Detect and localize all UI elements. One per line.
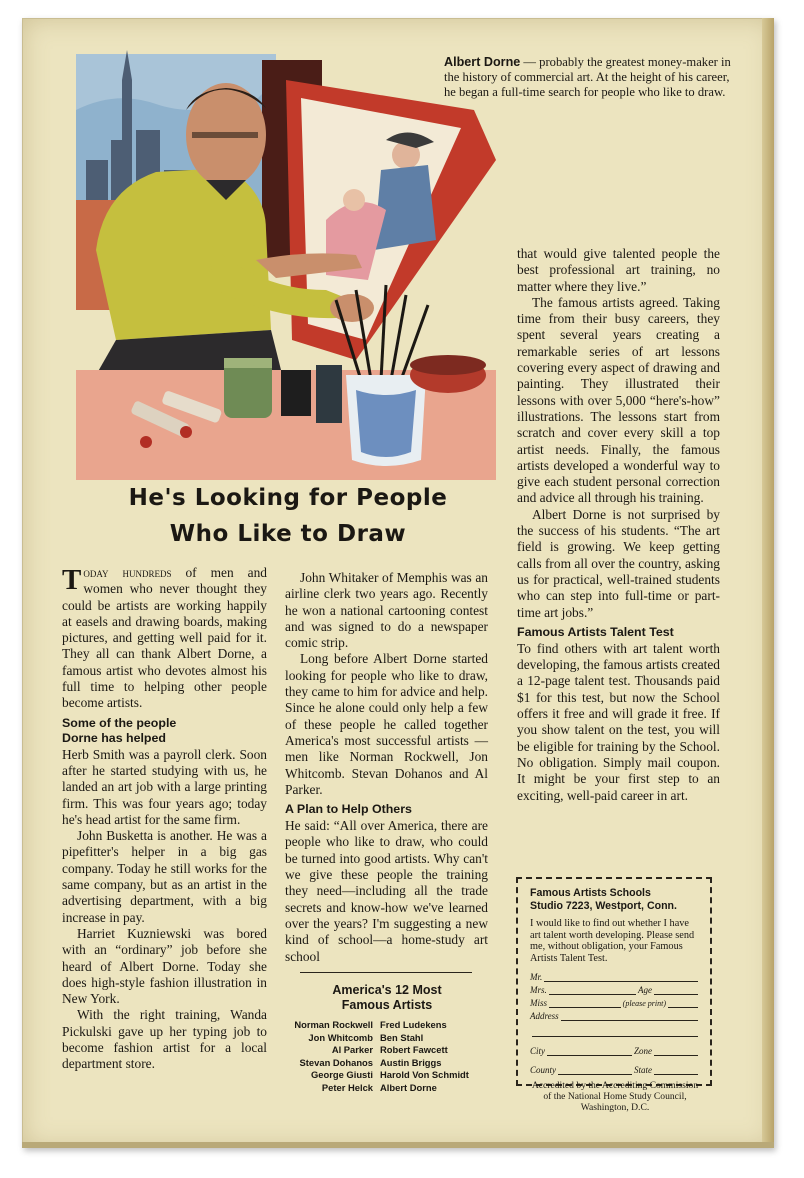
city-zone-field[interactable]: [530, 1043, 700, 1056]
address-field[interactable]: [530, 1008, 700, 1021]
mrs-label: Mrs.: [530, 985, 547, 996]
miss-field[interactable]: [530, 995, 700, 1008]
please-print-note: (please print): [622, 999, 666, 1009]
mail-in-coupon[interactable]: [516, 877, 712, 1113]
miss-line-end[interactable]: [668, 998, 698, 1008]
artist-name: Albert Dorne: [380, 1081, 437, 1093]
mr-line[interactable]: [544, 972, 698, 982]
paragraph-continued: that would give talented people the best professional art training, no matter where they live.”: [517, 246, 720, 294]
paragraph-john-whitaker: John Whitaker of Memphis was an airline clerk two years ago. Recently he won a national cartooning contest and was signed to do a newspaper comic strip.: [285, 570, 488, 651]
headline-line-1: He's Looking for People: [128, 485, 448, 511]
headline: [78, 480, 498, 552]
miss-label: Miss: [530, 998, 548, 1009]
artist-name: Jon Whitcomb: [308, 1031, 373, 1043]
drop-cap: T: [62, 564, 82, 596]
age-label: Age: [638, 985, 652, 996]
headline-line-2: Who Like to Draw: [169, 521, 407, 547]
city-line[interactable]: [547, 1046, 632, 1056]
subhead-people-helped: [62, 716, 267, 746]
artist-name: Al Parker: [331, 1044, 373, 1056]
coupon-studio-address: Studio 7223, Westport, Conn.: [530, 900, 677, 912]
artist-at-easel-image: [56, 40, 502, 480]
artists-title-line-2: Famous Artists: [341, 998, 433, 1012]
caption-name: Albert Dorne: [444, 55, 521, 69]
address-line-2[interactable]: [532, 1027, 698, 1037]
city-label: City: [530, 1046, 545, 1057]
mrs-line[interactable]: [549, 985, 636, 995]
accreditation-note: Accredited by the Accrediting Commission of the National Home Study Council, Washington, D.C.: [531, 1080, 699, 1113]
artist-name: Peter Helck: [321, 1081, 373, 1093]
mr-label: Mr.: [530, 972, 543, 983]
coupon-request-text: I would like to find out whether I have art talent worth developing. Please send me, without obligation, your Famous Artists Talent Test.: [530, 918, 695, 964]
paragraph-harriet-kuzniewski: Harriet Kuzniewski was bored with an “ordinary” job before she heard of Albert Dorne. Today she does high-style fashion illustration in New York.: [62, 925, 267, 1007]
county-state-field[interactable]: [530, 1062, 700, 1075]
artist-name: Ben Stahl: [380, 1031, 424, 1043]
paragraph-long-before: Long before Albert Dorne started looking for people who like to draw, they came to him for advice and help. Since he alone could only help a few of these people he called together America's most successful artists —men like Norman Rockwell, Jon Whitcomb. Stevan Dohanos and Al Parker.: [285, 651, 488, 797]
famous-artists-list: [282, 983, 492, 1095]
coupon-school-name: Famous Artists Schools: [530, 887, 651, 899]
mrs-age-field[interactable]: [530, 982, 700, 995]
divider-rule: [300, 972, 472, 973]
albert-dorne-illustration: [56, 40, 502, 480]
artist-name: Stevan Dohanos: [299, 1056, 373, 1068]
county-line[interactable]: [558, 1065, 632, 1075]
article-column-1: [62, 565, 267, 1073]
subhead-talent-test: Famous Artists Talent Test: [517, 624, 674, 639]
age-line[interactable]: [654, 985, 698, 995]
illustration-caption: [444, 55, 734, 100]
county-label: County: [530, 1065, 556, 1076]
artist-name: Harold Von Schmidt: [380, 1069, 469, 1081]
state-line[interactable]: [654, 1065, 698, 1075]
coupon-form: [530, 969, 700, 1075]
paragraph-herb-smith: Herb Smith was a payroll clerk. Soon after he started studying with us, he landed an art job with a large printing firm. This was four years ago; today he's head artist for the same firm.: [62, 746, 267, 827]
artists-grid: [282, 1019, 492, 1095]
intro-small-caps: oday hundreds: [83, 565, 172, 580]
subhead-line-1: Some of the people: [62, 715, 177, 730]
intro-text: of men and women who never thought they could be artists are working happily at easels and drawing boards, making pictures, and getting well paid for it. They all can thank Albert Dorne, a famous artist who devotes almost his full time to helping other people become artists.: [62, 565, 267, 711]
artists-title-line-1: America's 12 Most: [332, 983, 442, 997]
subhead-line-2: Dorne has helped: [62, 730, 166, 745]
address-field-2[interactable]: [530, 1024, 700, 1037]
article-column-2: [285, 570, 488, 965]
paragraph-talent-test: To find others with art talent worth developing, the famous artists created a 12-page talent test. Thousands paid $1 for this test, but now the School offers it free and will grade it free. If you show talent on the test, you will be eligible for training by the School. No obligation. Simply mail coupon. It might be your first step to an exciting, well-paid career in art.: [517, 640, 720, 803]
zone-line[interactable]: [654, 1046, 698, 1056]
artist-name: Norman Rockwell: [294, 1019, 373, 1030]
subhead-plan: A Plan to Help Others: [285, 802, 412, 817]
coupon-header: [530, 887, 700, 913]
address-label: Address: [530, 1011, 559, 1022]
article-column-3: [517, 246, 720, 804]
page-bottom-edge: [22, 1142, 774, 1148]
artist-name: Austin Briggs: [380, 1056, 442, 1068]
spine-edge: [762, 18, 774, 1148]
caption-text: — probably the greatest money-maker in the history of commercial art. At the height of his career, he began a full-time search for people who like to draw.: [444, 55, 731, 99]
artist-name: George Giusti: [311, 1069, 373, 1081]
paragraph-not-surprised: Albert Dorne is not surprised by the success of his students. “The art field is growing. We keep getting calls from all over the country, asking us for practical, well-trained students who can step into full-time or part-time art jobs.”: [517, 506, 720, 620]
paragraph-wanda-pickulski: With the right training, Wanda Pickulski gave up her typing job to become fashion artist for a local department store.: [62, 1007, 267, 1072]
zone-label: Zone: [634, 1046, 652, 1057]
miss-line[interactable]: [549, 998, 621, 1008]
intro-paragraph: [62, 565, 267, 712]
state-label: State: [634, 1065, 652, 1076]
address-line[interactable]: [561, 1011, 698, 1021]
paragraph-he-said: He said: “All over America, there are people who like to draw, who could be turned into good artists. Why can't we give these people the training they need—including all the trade secrets and know-how we've learned over the years? I'm suggesting a new kind of school—a home-study art school: [285, 818, 488, 964]
artists-title: [282, 983, 492, 1013]
paragraph-famous-artists-agreed: The famous artists agreed. Taking time from their busy careers, they spent several years creating a remarkable series of art lessons covering every aspect of drawing and painting. They illustrated their lessons with over 5,000 “here's-how” illustrations. The lessons start from scratch and cover every skill a top artist needs. Finally, the famous artists developed a wonderful way to give each student personal correction and advice all through his training.: [517, 294, 720, 506]
artist-name: Fred Ludekens: [380, 1019, 447, 1030]
artist-name: Robert Fawcett: [380, 1044, 448, 1056]
paragraph-john-busketta: John Busketta is another. He was a pipefitter's helper in a big gas company. Today he still works for the same company, but as an artist in the advertising department, with a big increase in pay.: [62, 828, 267, 925]
mr-field[interactable]: [530, 969, 700, 982]
